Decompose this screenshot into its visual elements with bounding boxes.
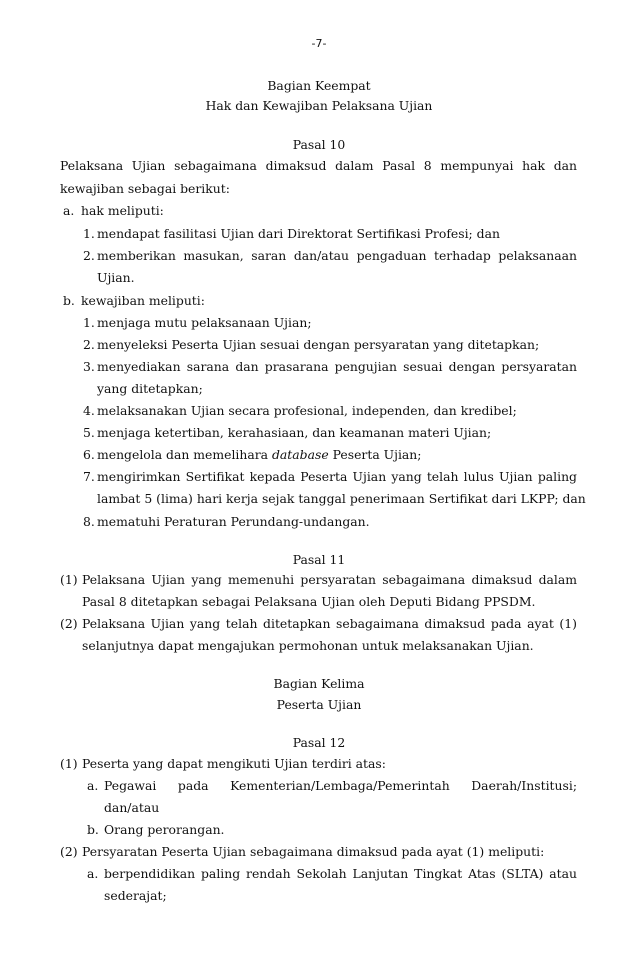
list-item: berpendidikan paling rendah Sekolah Lanjutan Tingkat Atas (SLTA) atau [104,866,577,881]
pasal-11-heading: Pasal 11 [292,552,346,567]
list-item-label: kewajiban meliputi: [81,293,205,308]
list-marker: b. [87,822,99,837]
list-item: sederajat; [104,888,167,903]
list-item: dan/atau [104,800,160,815]
list-marker: 2. [83,248,95,263]
list-item: mematuhi Peraturan Perundang-undangan. [97,514,370,529]
section-title: Bagian Kelima [273,676,365,691]
list-marker: 6. [83,447,95,462]
list-item: Pasal 8 ditetapkan sebagai Pelaksana Ujian oleh Deputi Bidang PPSDM. [82,594,536,609]
list-marker: a. [87,778,99,793]
pasal-10-heading: Pasal 10 [292,137,346,152]
list-marker: (2) [60,844,78,859]
list-marker: 1. [83,315,95,330]
list-item: Orang perorangan. [104,822,225,837]
list-item: mendapat fasilitasi Ujian dari Direktorat Sertifikasi Profesi; dan [97,226,500,241]
paragraph-line: Pelaksana Ujian sebagaimana dimaksud dalam Pasal 8 mempunyai hak dan [60,158,577,173]
list-item: lambat 5 (lima) hari kerja sejak tanggal penerimaan Sertifikat dari LKPP; dan [97,491,586,506]
list-marker: 8. [83,514,95,529]
list-marker: (2) [60,616,78,631]
pasal-12-heading: Pasal 12 [292,735,346,750]
list-item: mengelola dan memelihara database Peserta Ujian; [97,447,422,462]
section-title: Bagian Keempat [267,78,371,93]
list-item: menjaga mutu pelaksanaan Ujian; [97,315,312,330]
list-item: melaksanakan Ujian secara profesional, independen, dan kredibel; [97,403,517,418]
list-item-label: hak meliputi: [81,203,164,218]
list-item: yang ditetapkan; [97,381,203,396]
paragraph-line: kewajiban sebagai berikut: [60,181,230,196]
list-item: selanjutnya dapat mengajukan permohonan untuk melaksanakan Ujian. [82,638,534,653]
list-marker: 7. [83,469,95,484]
list-item: menjaga ketertiban, kerahasiaan, dan keamanan materi Ujian; [97,425,492,440]
page-number: -7- [311,37,327,50]
list-item: Peserta yang dapat mengikuti Ujian terdiri atas: [82,756,386,771]
list-marker: 3. [83,359,95,374]
list-marker: 1. [83,226,95,241]
list-item: Pelaksana Ujian yang memenuhi persyaratan sebagaimana dimaksud dalam [82,572,577,587]
section-subtitle: Hak dan Kewajiban Pelaksana Ujian [205,98,433,113]
italic-term: database [271,447,329,462]
list-marker: a. [87,866,99,881]
list-item: Ujian. [97,270,135,285]
list-item: Pelaksana Ujian yang telah ditetapkan sebagaimana dimaksud pada ayat (1) [82,616,577,631]
list-item: menyediakan sarana dan prasarana pengujian sesuai dengan persyaratan [97,359,577,374]
list-marker: (1) [60,756,78,771]
list-marker: 5. [83,425,95,440]
list-marker: 4. [83,403,95,418]
list-marker: 2. [83,337,95,352]
section-subtitle: Peserta Ujian [276,697,362,712]
list-item: mengirimkan Sertifikat kepada Peserta Ujian yang telah lulus Ujian paling [97,469,577,484]
list-item: memberikan masukan, saran dan/atau pengaduan terhadap pelaksanaan [97,248,577,263]
list-item: Persyaratan Peserta Ujian sebagaimana dimaksud pada ayat (1) meliputi: [82,844,545,859]
list-item: menyeleksi Peserta Ujian sesuai dengan persyaratan yang ditetapkan; [97,337,540,352]
list-marker: (1) [60,572,78,587]
list-marker: b. [63,293,75,308]
list-marker: a. [63,203,75,218]
list-item: Pegawai pada Kementerian/Lembaga/Pemerintah Daerah/Institusi; [104,778,577,793]
